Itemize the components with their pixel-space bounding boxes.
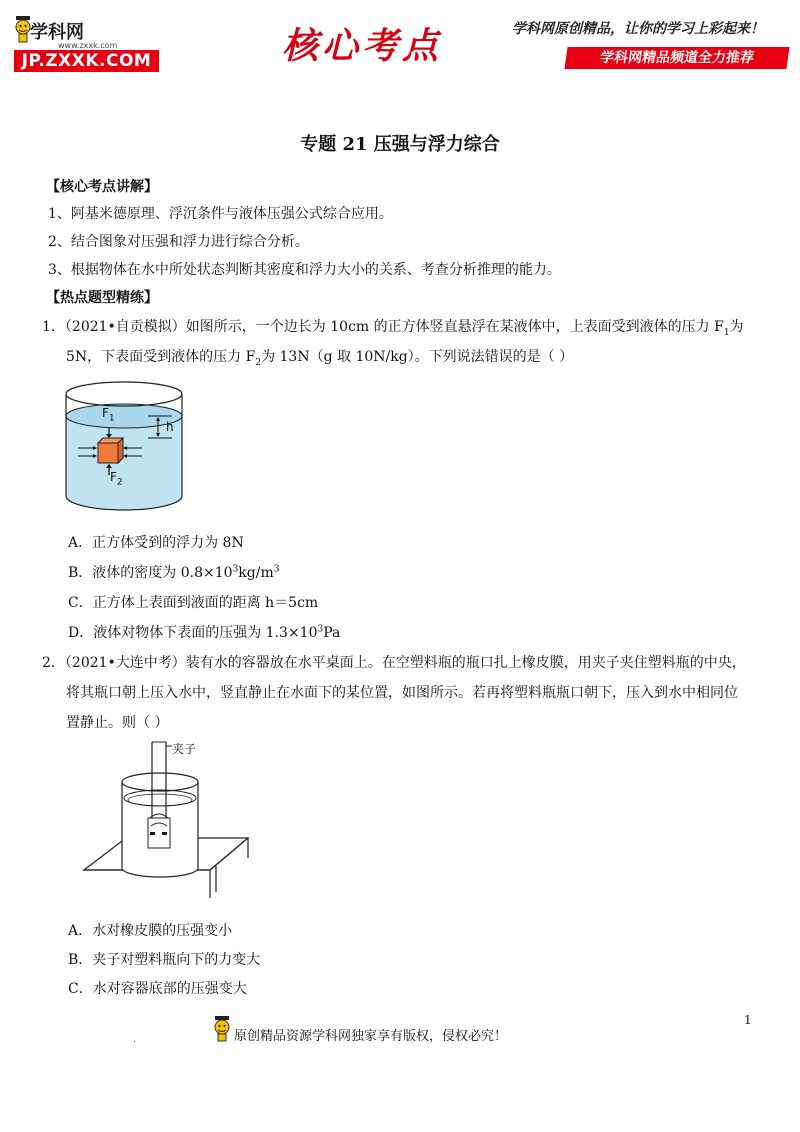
- page-number: 1: [744, 1013, 752, 1027]
- question-2-line-1: 2．（2021•大连中考）装有水的容器放在水平桌面上。在空塑料瓶的瓶口扎上橡皮膜，用夹子夹住塑料瓶的中央，: [42, 655, 746, 671]
- q1-option-d[interactable]: D．液体对物体下表面的压强为 $1.3\times 10^3Pa$: [68, 624, 341, 641]
- logo-text: 学科网: [30, 22, 84, 43]
- logo-url-badge[interactable]: JP.ZXXK.COM: [14, 50, 159, 72]
- header-banner: 学科网精品频道全力推荐: [564, 47, 789, 69]
- q2-option-b[interactable]: B．夹子对塑料瓶向下的力变大: [68, 952, 261, 968]
- logo-mascot-icon: [14, 16, 34, 48]
- figure-label-clip: 夹子: [172, 742, 197, 756]
- q1-option-b[interactable]: B．液体的密度为 $0.8\times 10^3kg/m^3$: [68, 564, 280, 581]
- section-heading-core: 【核心考点讲解】: [46, 179, 158, 195]
- figure-container-bottle: [82, 740, 252, 904]
- q2-option-a[interactable]: A．水对橡皮膜的压强变小: [68, 923, 233, 939]
- q1-option-a[interactable]: A．正方体受到的浮力为 8N: [68, 535, 244, 551]
- figure-label-f1: $F_1$: [102, 406, 115, 424]
- footer-dot: .: [133, 1034, 137, 1045]
- question-1-line-2: 5N，下表面受到液体的压力 $F_2$为 13N（g 取 10N/kg）。下列说法错误的是（ ）: [66, 349, 574, 368]
- question-2-line-2: 将其瓶口朝上压入水中，竖直静止在水面下的某位置，如图所示。若再将塑料瓶瓶口朝下，压入到水中相同位: [66, 685, 738, 701]
- question-1-line-1: 1．（2021•自贡模拟）如图所示，一个边长为 10cm 的正方体竖直悬浮在某液体中，上表面受到液体的压力 $F_1$为: [42, 319, 744, 338]
- point-3: 3、根据物体在水中所处状态判断其密度和浮力大小的关系、考查分析推理的能力。: [48, 262, 561, 278]
- figure-cylinder-cube: [62, 378, 192, 518]
- question-2-line-3: 置静止。则（ ）: [66, 715, 169, 731]
- q2-option-c[interactable]: C．水对容器底部的压强变大: [68, 981, 247, 997]
- point-1: 1、阿基米德原理、浮沉条件与液体压强公式综合应用。: [48, 206, 393, 222]
- footer-copyright: 原创精品资源学科网独家享有版权，侵权必究！: [234, 1029, 508, 1044]
- logo-subtext: www.zxxk.com: [58, 41, 118, 50]
- document-title: 专题 21 压强与浮力综合: [300, 134, 500, 155]
- figure-label-h: h: [166, 420, 174, 434]
- footer-mascot-icon: [212, 1016, 232, 1046]
- header-title: 核心考点: [282, 25, 443, 67]
- figure-label-f2: $F_2$: [110, 470, 123, 488]
- question-1-number: 1．: [42, 319, 65, 335]
- question-2-number: 2．: [42, 655, 65, 671]
- section-heading-practice: 【热点题型精练】: [46, 290, 158, 306]
- q1-option-c[interactable]: C．正方体上表面到液面的距离 h＝5cm: [68, 595, 319, 611]
- header-slogan: 学科网原创精品，让你的学习上彩起来！: [512, 21, 764, 37]
- point-2: 2、结合图象对压强和浮力进行综合分析。: [48, 234, 309, 250]
